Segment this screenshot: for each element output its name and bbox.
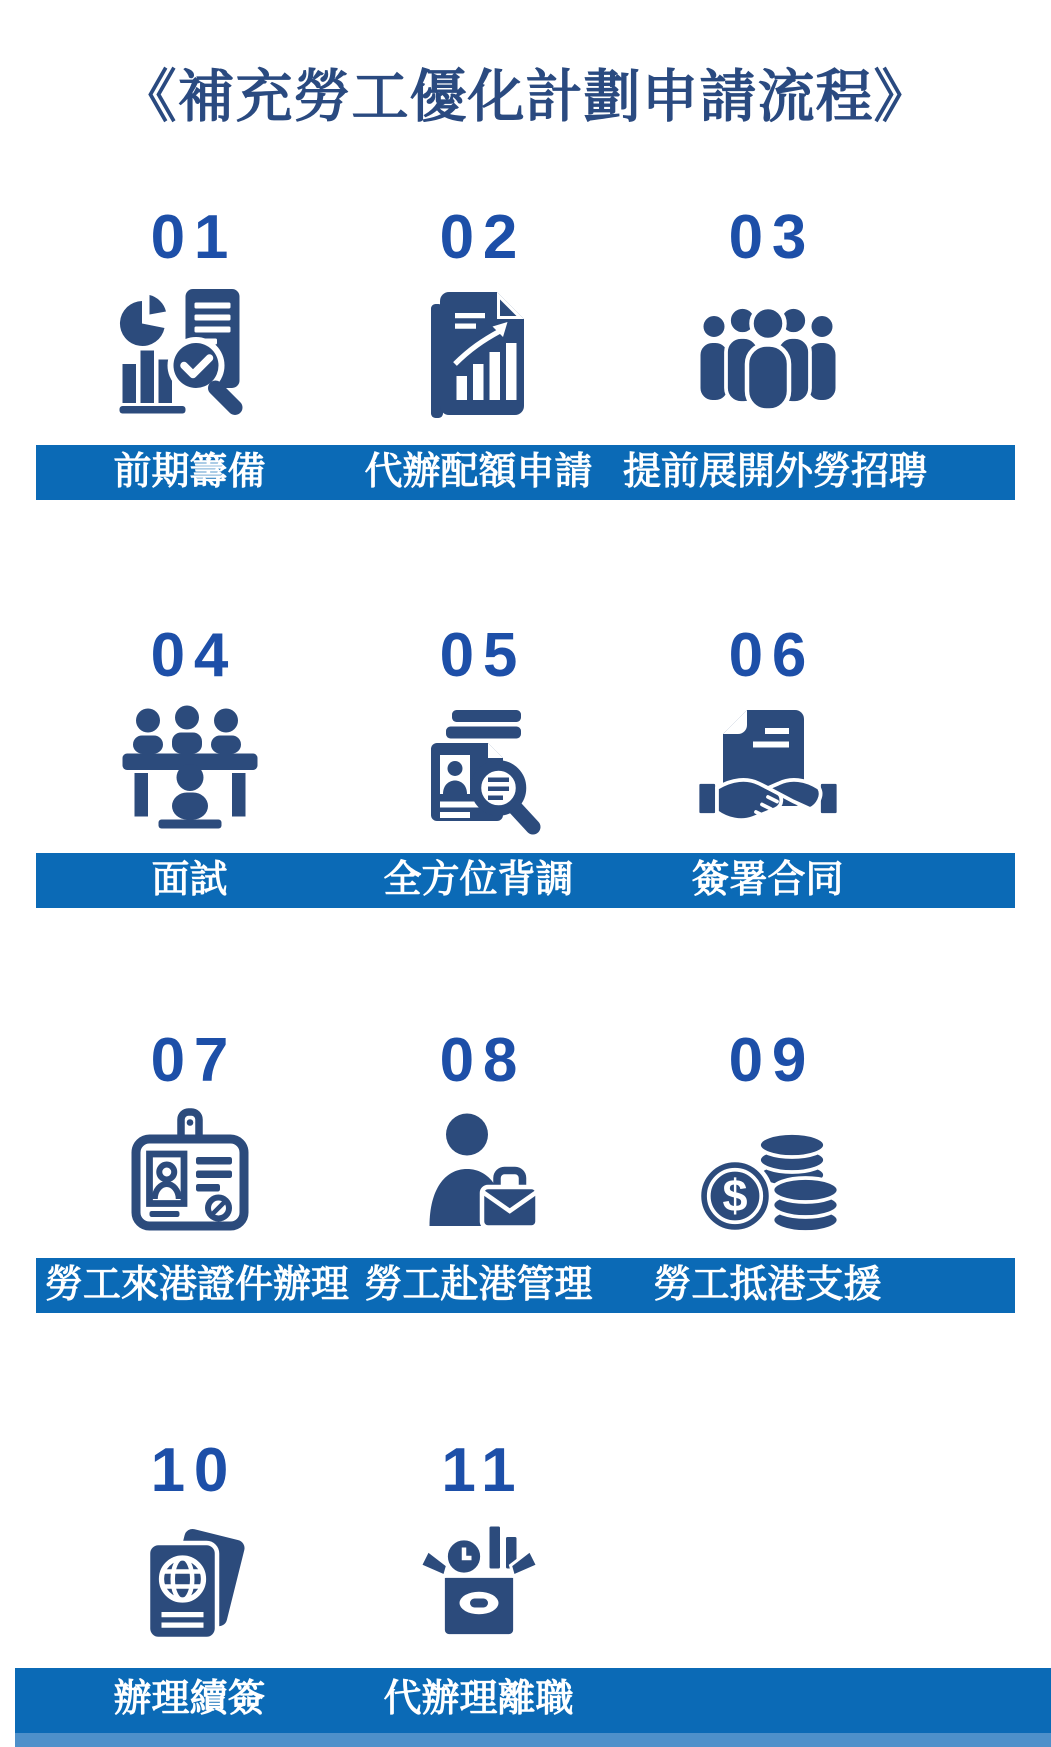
step-number: 10 [150,1436,237,1505]
steps-row-3 [45,1023,1051,1258]
step-08 [334,1023,623,1258]
passport-icon [110,1508,270,1668]
step-number: 03 [728,203,815,272]
dollar-coins-icon [688,1098,848,1258]
resume-magnifier-icon [399,693,559,853]
step-label: 前期籌備 [113,451,266,493]
step-number: 09 [728,1026,815,1095]
step-label: 勞工來港證件辦理 [45,1264,350,1306]
step-number: 05 [439,621,526,690]
step-02 [334,200,623,435]
step-06 [623,618,912,853]
steps-row-1 [45,200,1051,435]
packing-box-icon [399,1508,559,1668]
step-label: 全方位背調 [383,859,574,901]
step-label: 辦理續簽 [113,1678,266,1720]
worker-briefcase-icon [399,1098,559,1258]
step-10 [45,1433,334,1668]
step-label: 面試 [151,859,228,901]
step-number: 07 [150,1026,237,1095]
id-badge-icon [110,1098,270,1258]
label-bar-1 [36,445,1015,500]
step-number: 02 [439,203,526,272]
step-number: 11 [441,1436,525,1505]
steps-row-2 [45,618,1051,853]
step-label: 代辦配額申請 [364,451,593,493]
report-growth-chart-icon [399,275,559,435]
chart-analysis-magnifier-icon [110,275,270,435]
step-11 [334,1433,623,1668]
step-number: 01 [150,203,237,272]
bottom-strip [15,1733,1051,1747]
step-03 [623,200,912,435]
label-bar-2 [36,853,1015,908]
step-09 [623,1023,912,1258]
step-05 [334,618,623,853]
step-label: 勞工抵港支援 [653,1264,882,1306]
label-bar-4 [15,1668,1051,1733]
step-label: 提前展開外勞招聘 [623,451,928,493]
people-group-icon [688,275,848,435]
interview-panel-icon [110,693,270,853]
svg-text:$: $ [721,1170,748,1221]
step-04 [45,618,334,853]
contract-handshake-icon [688,693,848,853]
step-label: 勞工赴港管理 [364,1264,593,1306]
step-label: 代辦理離職 [383,1678,574,1720]
label-bar-3 [36,1258,1015,1313]
step-number: 08 [439,1026,526,1095]
step-07 [45,1023,334,1258]
step-col-empty [623,1433,912,1668]
step-number: 04 [150,621,237,690]
page-title: 《補充勞工優化計劃申請流程》 [119,65,932,129]
step-label: 簽署合同 [691,859,844,901]
step-number: 06 [728,621,815,690]
step-01 [45,200,334,435]
steps-row-4 [45,1433,1051,1668]
